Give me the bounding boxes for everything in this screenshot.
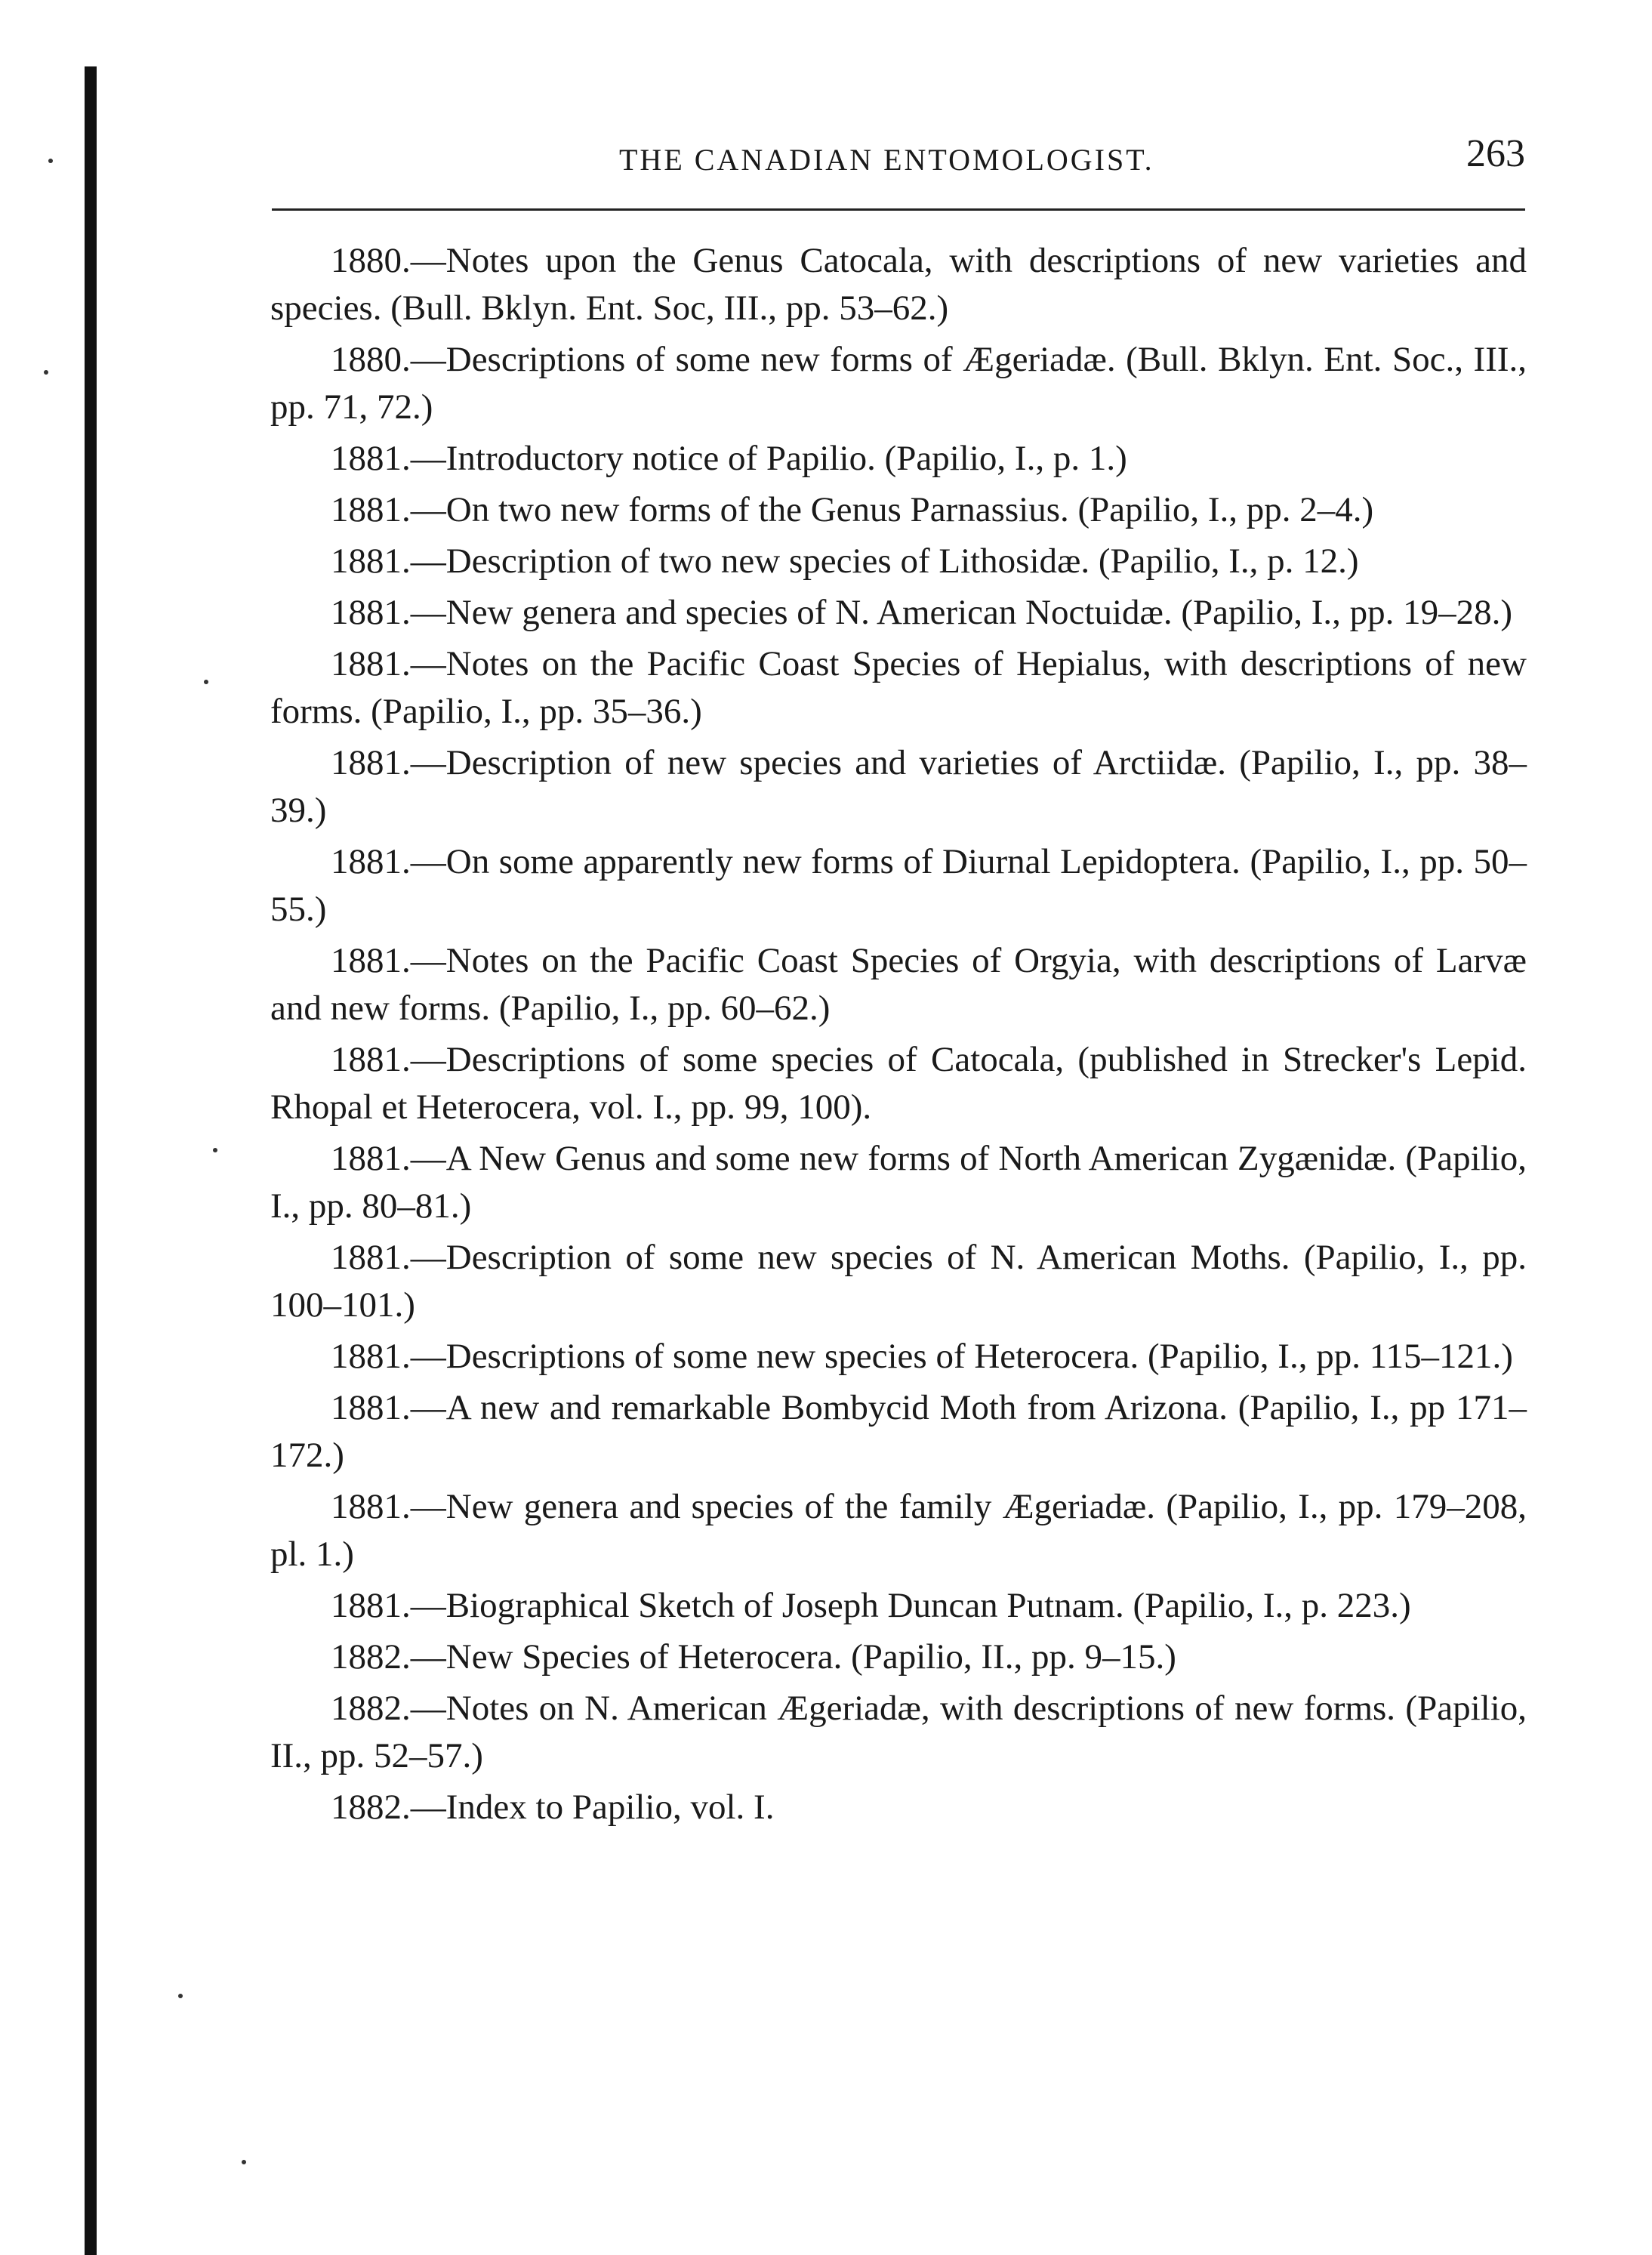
running-title: THE CANADIAN ENTOMOLOGIST. (619, 143, 1154, 177)
bibliography-entry: 1880.—Notes upon the Genus Catocala, with descriptions of new varieties and species. (Bull. Bklyn. Ent. Soc, III., pp. 53–62.) (270, 241, 1527, 328)
bibliography-entry: 1881.—New genera and species of N. American Noctuidæ. (Papilio, I., pp. 19–28.) (331, 593, 1512, 632)
bibliography-entry: 1881.—Notes on the Pacific Coast Species of Orgyia, with descriptions of Larvæ and new forms. (Papilio, I., pp. 60–62.) (270, 941, 1527, 1028)
bibliography-entry: 1881.—Description of some new species of N. American Moths. (Papilio, I., pp. 100–101.) (270, 1238, 1527, 1325)
page-header (272, 128, 1525, 189)
bibliography-entry: 1881.—Introductory notice of Papilio. (Papilio, I., p. 1.) (331, 439, 1127, 478)
bibliography-list (270, 237, 1527, 1835)
header-rule (272, 208, 1525, 211)
bibliography-entry: 1880.—Descriptions of some new forms of Ægeriadæ. (Bull. Bklyn. Ent. Soc., III., pp. 71, 72.) (270, 340, 1527, 427)
bibliography-entry: 1881.—Descriptions of some species of Catocala, (published in Strecker's Lepid. Rhopal et Heterocera, vol. I., pp. 99, 100). (270, 1040, 1527, 1127)
scan-speck (44, 370, 48, 375)
bibliography-entry: 1881.—Description of two new species of Lithosidæ. (Papilio, I., p. 12.) (331, 541, 1359, 581)
bibliography-entry: 1881.—On some apparently new forms of Diurnal Lepidoptera. (Papilio, I., pp. 50–55.) (270, 842, 1527, 929)
bibliography-entry: 1881.—New genera and species of the family Ægeriadæ. (Papilio, I., pp. 179–208, pl. 1.) (270, 1487, 1527, 1574)
binding-edge (85, 66, 97, 2255)
bibliography-entry: 1881.—Description of new species and varieties of Arctiidæ. (Papilio, I., pp. 38–39.) (270, 743, 1527, 830)
bibliography-entry: 1881.—Descriptions of some new species of Heterocera. (Papilio, I., pp. 115–121.) (331, 1337, 1513, 1376)
bibliography-entry: 1882.—New Species of Heterocera. (Papilio, II., pp. 9–15.) (331, 1637, 1176, 1677)
scan-speck (178, 1994, 183, 1998)
bibliography-entry: 1881.—Biographical Sketch of Joseph Duncan Putnam. (Papilio, I., p. 223.) (331, 1586, 1411, 1625)
scan-speck (213, 1148, 217, 1152)
bibliography-entry: 1881.—Notes on the Pacific Coast Species of Hepialus, with descriptions of new forms. (Papilio, I., pp. 35–36.) (270, 644, 1527, 731)
bibliography-entry: 1881.—A new and remarkable Bombycid Moth from Arizona. (Papilio, I., pp 171–172.) (270, 1388, 1527, 1475)
bibliography-entry: 1881.—On two new forms of the Genus Parnassius. (Papilio, I., pp. 2–4.) (331, 490, 1374, 529)
scan-speck (204, 680, 208, 684)
bibliography-entry: 1882.—Index to Papilio, vol. I. (331, 1788, 775, 1827)
scan-speck (242, 2160, 246, 2164)
bibliography-entry: 1882.—Notes on N. American Ægeriadæ, with descriptions of new forms. (Papilio, II., pp. 52–57.) (270, 1689, 1527, 1775)
page-number: 263 (1466, 132, 1525, 175)
bibliography-entry: 1881.—A New Genus and some new forms of North American Zygænidæ. (Papilio, I., pp. 80–81.) (270, 1139, 1527, 1226)
scan-speck (48, 159, 53, 163)
